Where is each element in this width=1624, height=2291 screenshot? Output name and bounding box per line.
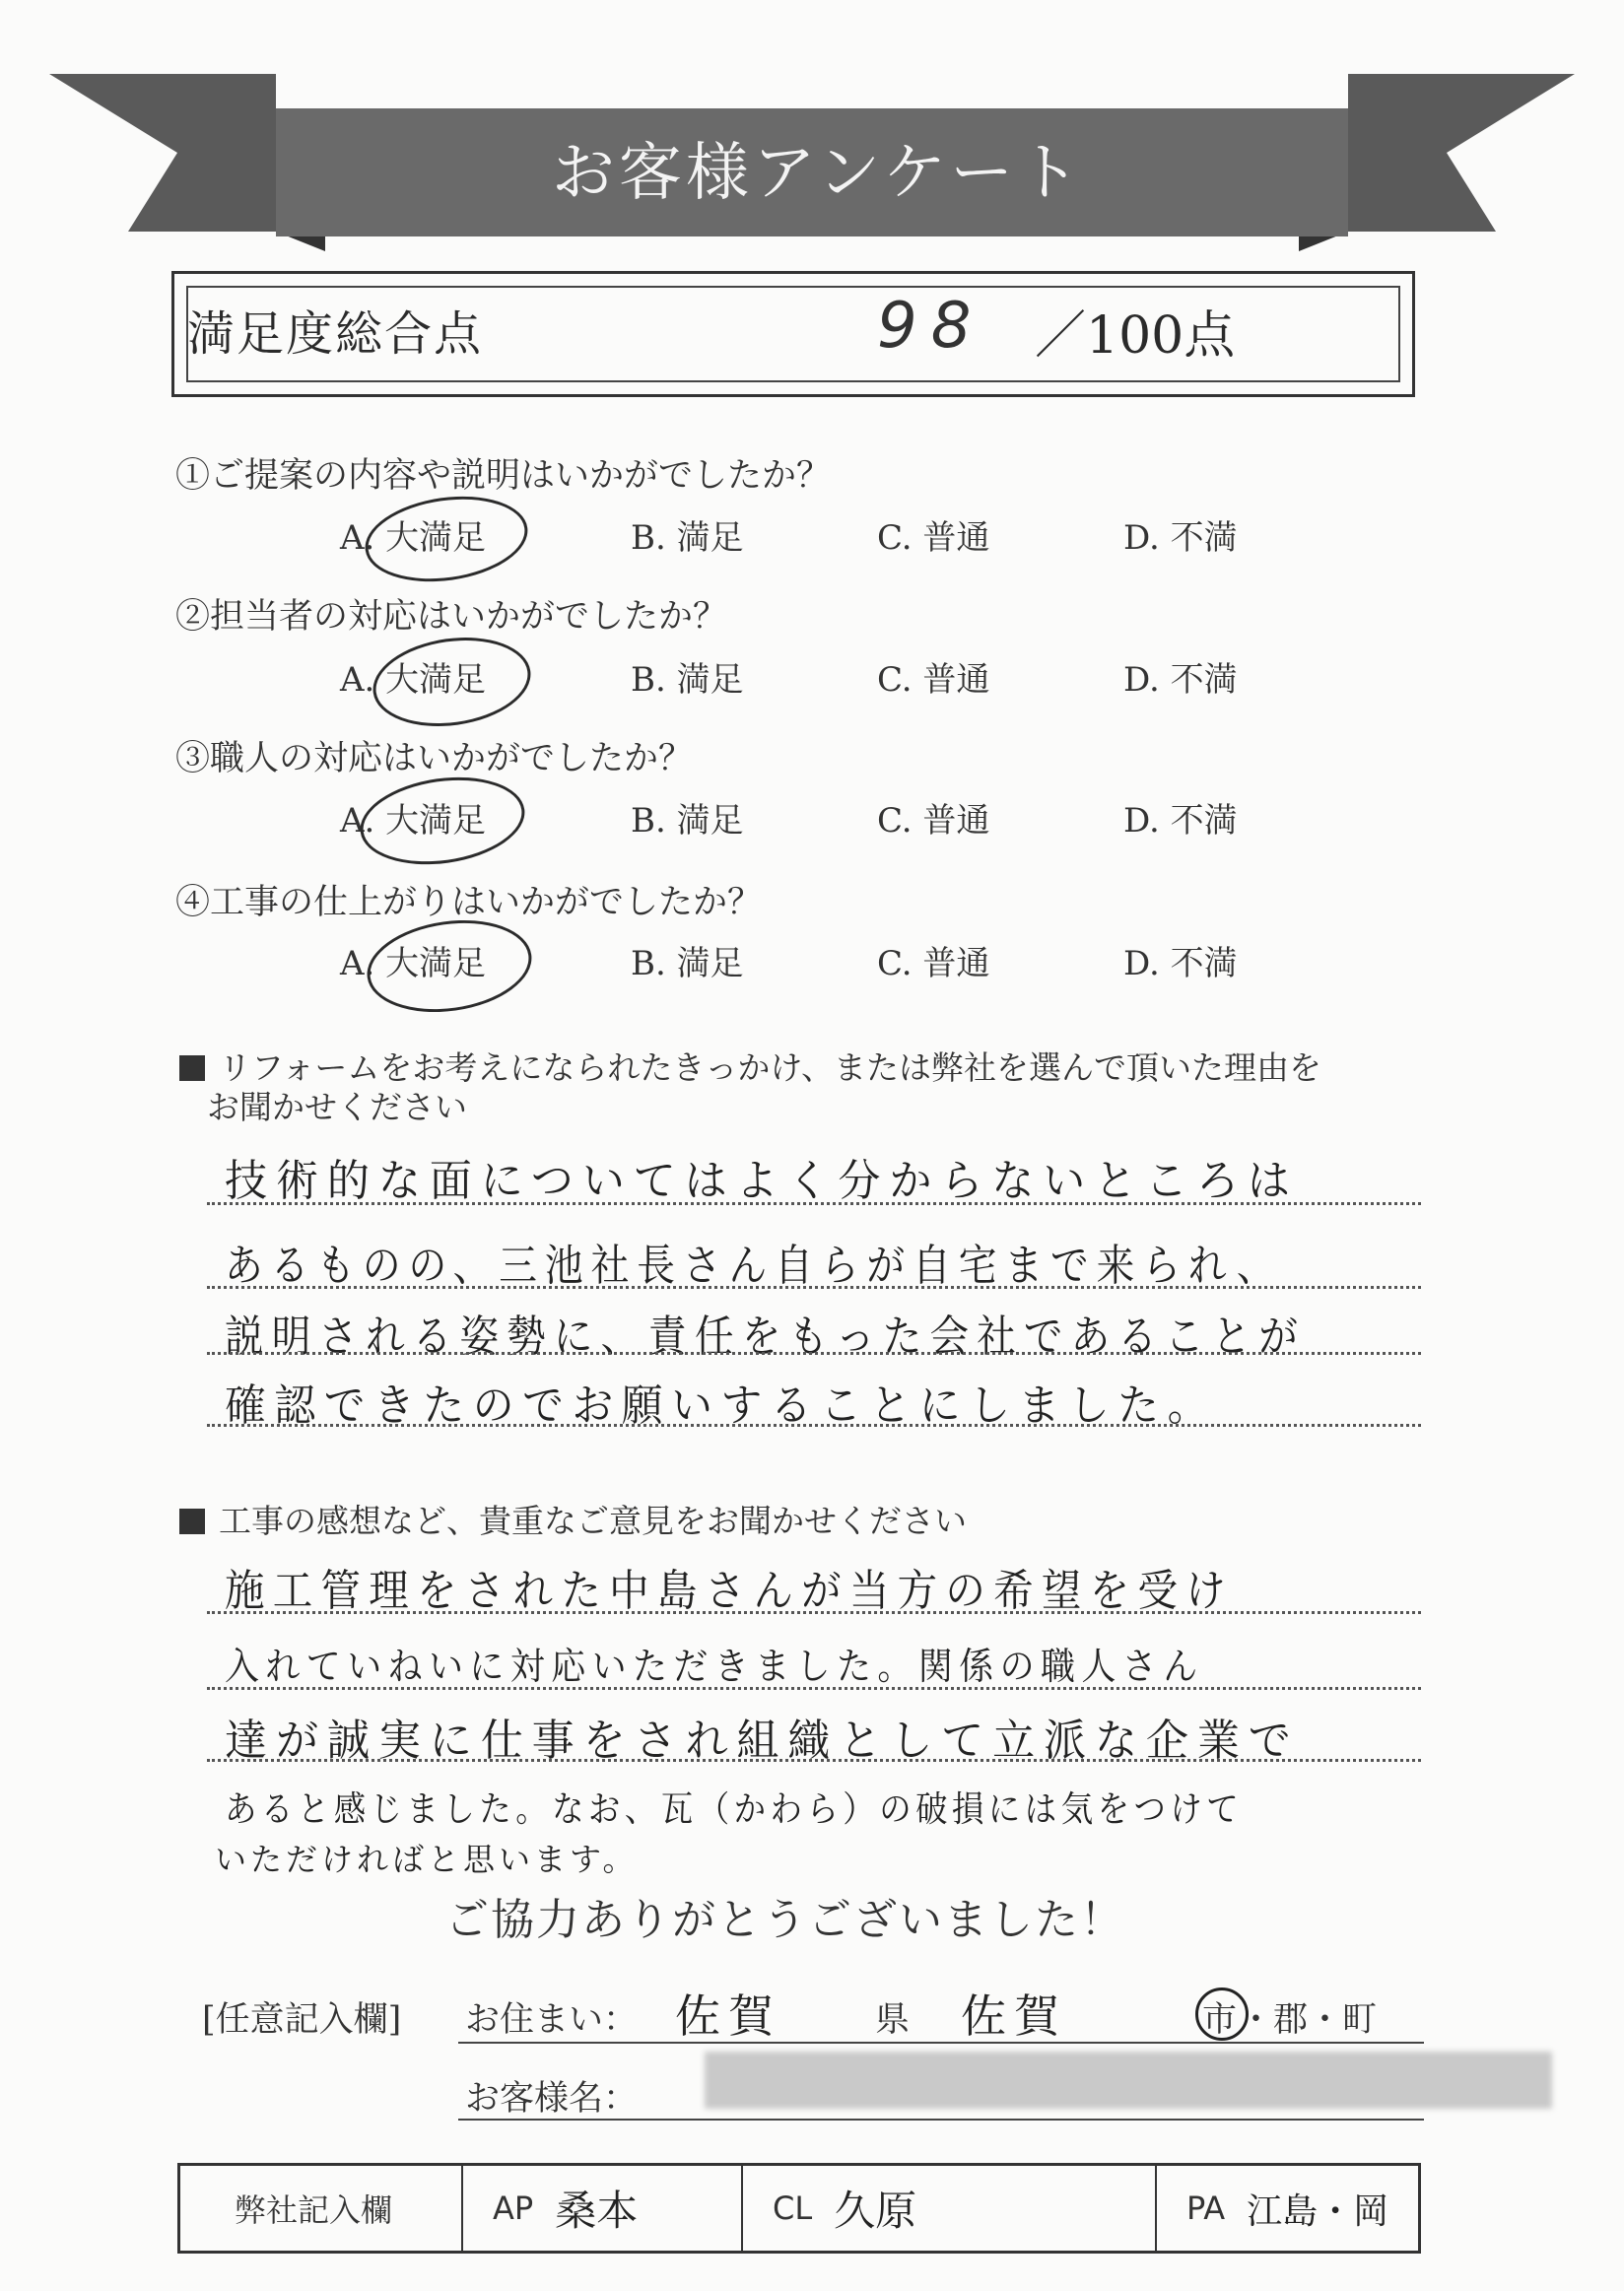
reason-heading-line2: お聞かせください — [207, 1088, 467, 1126]
impression-line-5: いただければと思います。 — [215, 1841, 639, 1878]
city-choice-selected: 市 — [1202, 2000, 1238, 2040]
score-value: 98 — [877, 290, 985, 363]
pa-value: 江島・岡 — [1247, 2190, 1389, 2232]
q4-option-c[interactable]: C. 普通 — [877, 944, 990, 983]
writing-line — [207, 1202, 1421, 1205]
q1-selection-circle — [360, 487, 533, 591]
q3-option-a[interactable]: A. 大満足 — [340, 801, 487, 841]
thanks-message: ご協力ありがとうございました！ — [445, 1895, 1125, 1945]
impression-heading: 工事の感想など、貴重なご意見をお聞かせください — [179, 1496, 967, 1542]
reason-heading: リフォームをお考えになられたきっかけ、または弊社を選んで頂いた理由を — [179, 1043, 1321, 1089]
impression-line-2: 入れていねいに対応いただきました。関係の職人さん — [225, 1645, 1204, 1688]
reason-line-4: 確認できたのでお願いすることにしました。 — [225, 1381, 1217, 1431]
q3-option-c[interactable]: C. 普通 — [877, 801, 990, 841]
reason-line-3: 説明される姿勢に、責任をもった会社であることが — [225, 1312, 1307, 1362]
ap-value: 桑本 — [555, 2187, 639, 2235]
prefecture-label: 県 — [875, 2000, 911, 2040]
customer-name-label: お客様名： — [465, 2079, 639, 2119]
q2-option-a[interactable]: A. 大満足 — [340, 660, 487, 700]
pa-label: PA — [1186, 2190, 1226, 2227]
q1-option-c[interactable]: C. 普通 — [877, 518, 990, 558]
square-bullet-icon — [179, 1055, 205, 1081]
writing-line — [207, 1759, 1421, 1762]
q4-option-b[interactable]: B. 満足 — [631, 944, 744, 983]
reason-line-1: 技術的な面についてはよく分からないところは — [225, 1156, 1299, 1206]
writing-line — [207, 1286, 1421, 1289]
q2-option-d[interactable]: D. 不満 — [1123, 660, 1238, 700]
pa-cell — [1157, 2166, 1418, 2251]
page-title: お客様アンケート — [551, 137, 1085, 210]
cl-value: 久原 — [834, 2187, 917, 2235]
writing-line — [207, 1611, 1421, 1614]
q3-option-b[interactable]: B. 満足 — [631, 801, 744, 841]
redacted-name — [705, 2052, 1552, 2109]
impression-line-1: 施工管理をされた中島さんが当方の希望を受け — [225, 1566, 1234, 1616]
company-label-cell — [180, 2166, 463, 2251]
impression-line-4: あると感じました。なお、瓦（かわら）の破損には気をつけて — [225, 1789, 1244, 1830]
writing-line — [207, 1352, 1421, 1355]
city-value[interactable]: 佐賀 — [961, 1989, 1067, 2043]
ap-cell — [463, 2166, 743, 2251]
question-2: ②担当者の対応はいかがでしたか？ — [175, 597, 728, 637]
q4-selection-circle — [361, 910, 537, 1022]
impression-line-3: 達が誠実に仕事をされ組織として立派な企業で — [225, 1716, 1300, 1766]
question-3: ③職人の対応はいかがでしたか？ — [175, 739, 694, 778]
cl-label: CL — [773, 2190, 813, 2227]
q4-option-a[interactable]: A. 大満足 — [340, 944, 487, 983]
cl-cell — [743, 2166, 1157, 2251]
q1-option-b[interactable]: B. 満足 — [631, 518, 744, 558]
q2-selection-circle — [368, 628, 537, 736]
q3-option-d[interactable]: D. 不満 — [1123, 801, 1238, 841]
q2-option-c[interactable]: C. 普通 — [877, 660, 990, 700]
writing-line — [207, 1687, 1421, 1690]
q1-option-a[interactable]: A. 大満足 — [340, 518, 487, 558]
q2-option-b[interactable]: B. 満足 — [631, 660, 744, 700]
prefecture-value[interactable]: 佐賀 — [675, 1989, 781, 2043]
company-label: 弊社記入欄 — [235, 2191, 393, 2229]
reason-line-2: あるものの、三池社長さん自らが自宅まで来られ、 — [225, 1241, 1283, 1291]
ap-label: AP — [493, 2190, 534, 2227]
score-suffix: ／100点 — [1035, 306, 1236, 366]
question-4: ④工事の仕上がりはいかがでしたか？ — [175, 883, 763, 922]
q3-selection-circle — [355, 768, 530, 875]
city-choice-options: ・郡・町 — [1239, 2000, 1378, 2040]
address-label: お住まい： — [465, 2000, 639, 2040]
square-bullet-icon — [179, 1509, 205, 1534]
optional-label: [任意記入欄] — [202, 2000, 402, 2040]
question-1: ①ご提案の内容や説明はいかがでしたか？ — [175, 456, 832, 496]
q4-option-d[interactable]: D. 不満 — [1123, 944, 1238, 983]
score-label: 満足度総合点 — [187, 306, 484, 362]
writing-line — [207, 1424, 1421, 1427]
address-underline — [458, 2042, 1424, 2044]
company-entry-table — [177, 2163, 1421, 2254]
name-underline — [458, 2119, 1424, 2121]
q1-option-d[interactable]: D. 不満 — [1123, 518, 1238, 558]
